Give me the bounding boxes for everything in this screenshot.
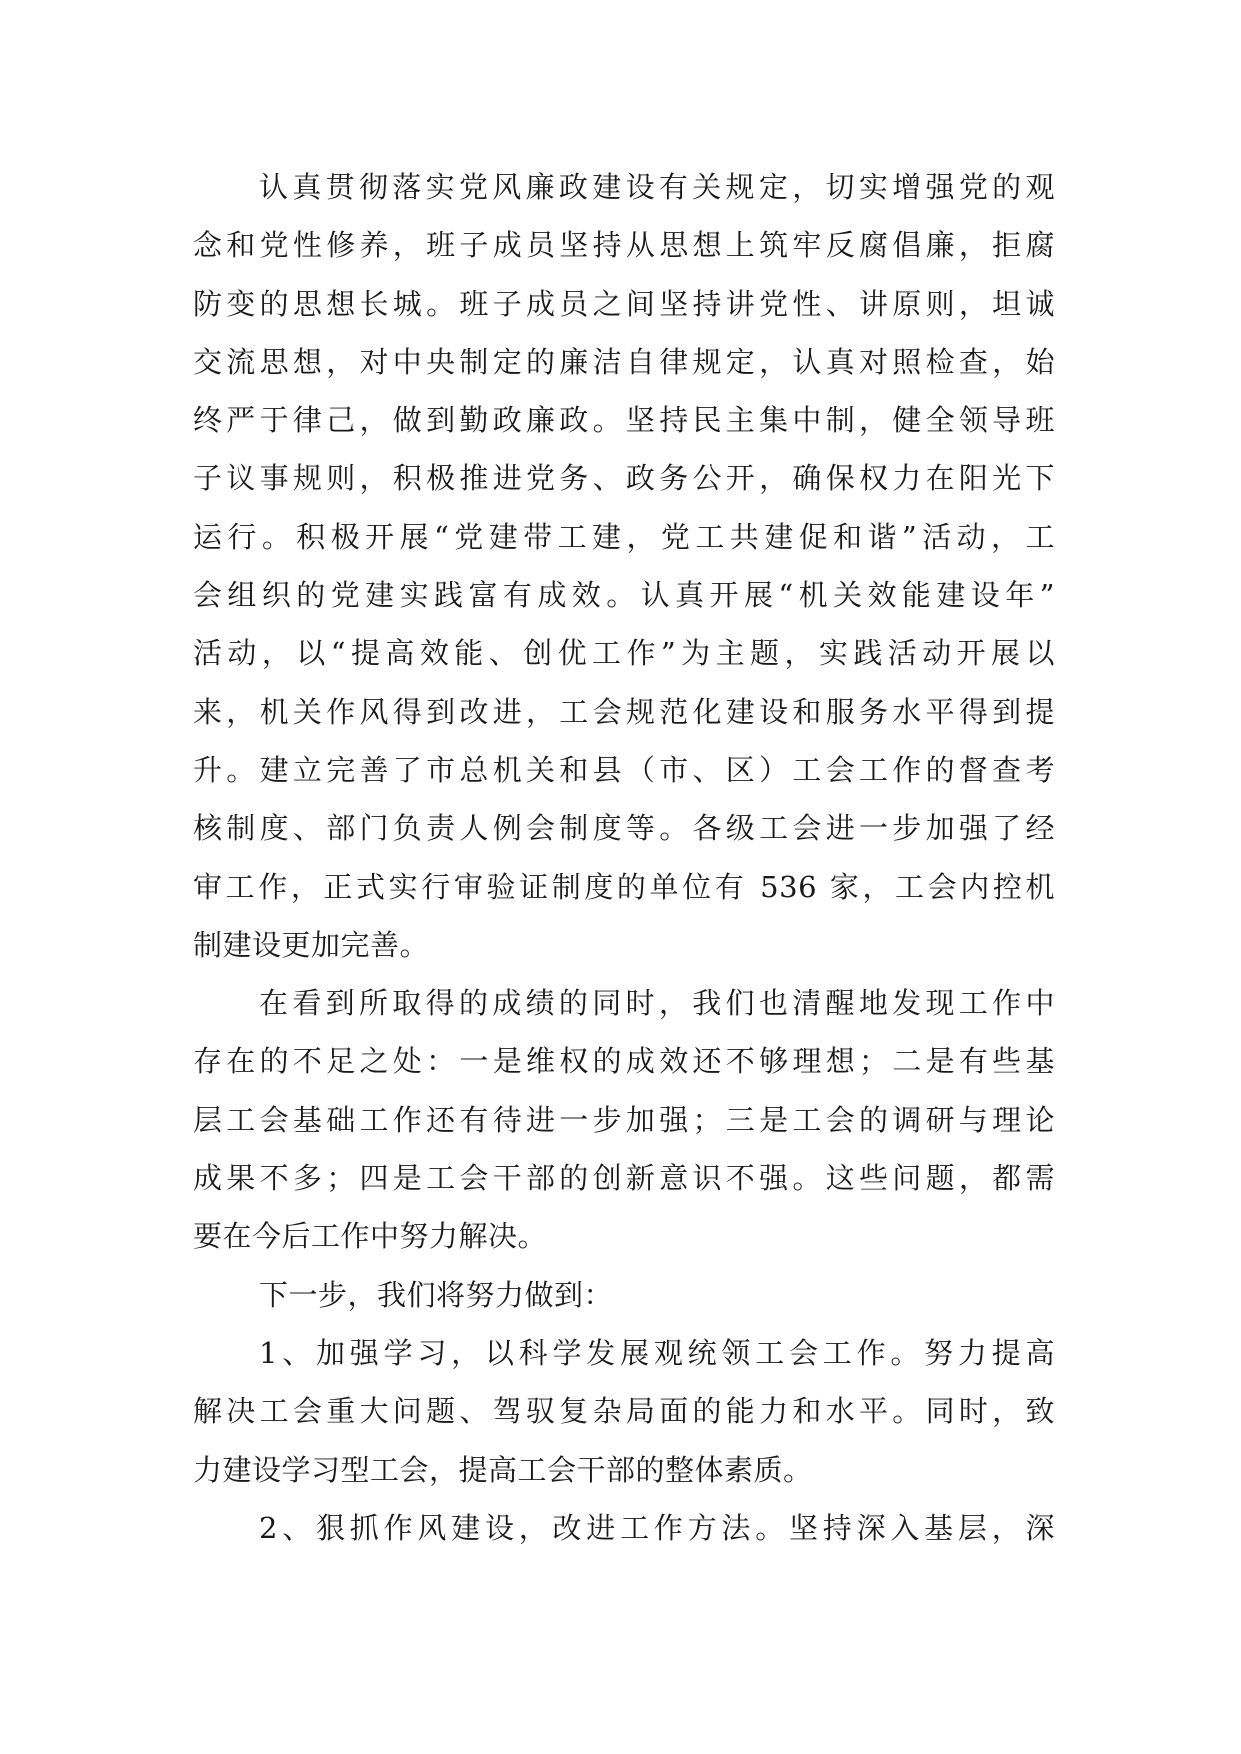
text-line: 存在的不足之处：一是维权的成效还不够理想；二是有些基 bbox=[193, 1044, 1055, 1079]
text-line: 要在今后工作中努力解决。 bbox=[193, 1219, 548, 1254]
text-line: 2、狠抓作风建设，改进工作方法。坚持深入基层，深 bbox=[259, 1510, 1055, 1545]
text-line: 1、加强学习，以科学发展观统领工会工作。努力提高 bbox=[259, 1335, 1055, 1370]
text-line: 层工会基础工作还有待进一步加强；三是工会的调研与理论 bbox=[193, 1102, 1055, 1137]
text-line: 念和党性修养，班子成员坚持从思想上筑牢反腐倡廉，拒腐 bbox=[193, 228, 1055, 263]
text-line: 制建设更加完善。 bbox=[193, 927, 430, 962]
paragraph-item-1 bbox=[193, 1324, 1055, 1499]
text-line: 活动，以“提高效能、创优工作”为主题，实践活动开展以 bbox=[193, 636, 1055, 671]
text-line: 解决工会重大问题、驾驭复杂局面的能力和水平。同时，致 bbox=[193, 1394, 1055, 1429]
text-line: 防变的思想长城。班子成员之间坚持讲党性、讲原则，坦诚 bbox=[193, 286, 1055, 321]
paragraph-party-conduct bbox=[193, 158, 1055, 974]
text-line: 下一步，我们将努力做到： bbox=[259, 1277, 614, 1312]
text-line: 终严于律己，做到勤政廉政。坚持民主集中制，健全领导班 bbox=[193, 403, 1055, 438]
text-line: 核制度、部门负责人例会制度等。各级工会进一步加强了经 bbox=[193, 811, 1055, 846]
text-line: 子议事规则，积极推进党务、政务公开，确保权力在阳光下 bbox=[193, 461, 1055, 496]
text-line: 力建设学习型工会，提高工会干部的整体素质。 bbox=[193, 1452, 813, 1487]
text-line: 运行。积极开展“党建带工建，党工共建促和谐”活动，工 bbox=[193, 519, 1055, 554]
text-line: 来，机关作风得到改进，工会规范化建设和服务水平得到提 bbox=[193, 694, 1055, 729]
text-line: 升。建立完善了市总机关和县（市、区）工会工作的督查考 bbox=[193, 752, 1055, 787]
text-line: 认真贯彻落实党风廉政建设有关规定，切实增强党的观 bbox=[259, 170, 1055, 204]
document-body bbox=[193, 158, 1055, 1557]
text-line: 交流思想，对中央制定的廉洁自律规定，认真对照检查，始 bbox=[193, 344, 1055, 379]
paragraph-item-2 bbox=[193, 1499, 1055, 1557]
text-line: 会组织的党建实践富有成效。认真开展“机关效能建设年” bbox=[193, 578, 1055, 613]
paragraph-next-steps-intro bbox=[193, 1266, 1055, 1324]
paragraph-shortcomings bbox=[193, 974, 1055, 1265]
text-line: 审工作，正式实行审验证制度的单位有 536 家，工会内控机 bbox=[193, 869, 1055, 904]
text-line: 在看到所取得的成绩的同时，我们也清醒地发现工作中 bbox=[259, 986, 1055, 1021]
text-line: 成果不多；四是工会干部的创新意识不强。这些问题，都需 bbox=[193, 1161, 1055, 1196]
